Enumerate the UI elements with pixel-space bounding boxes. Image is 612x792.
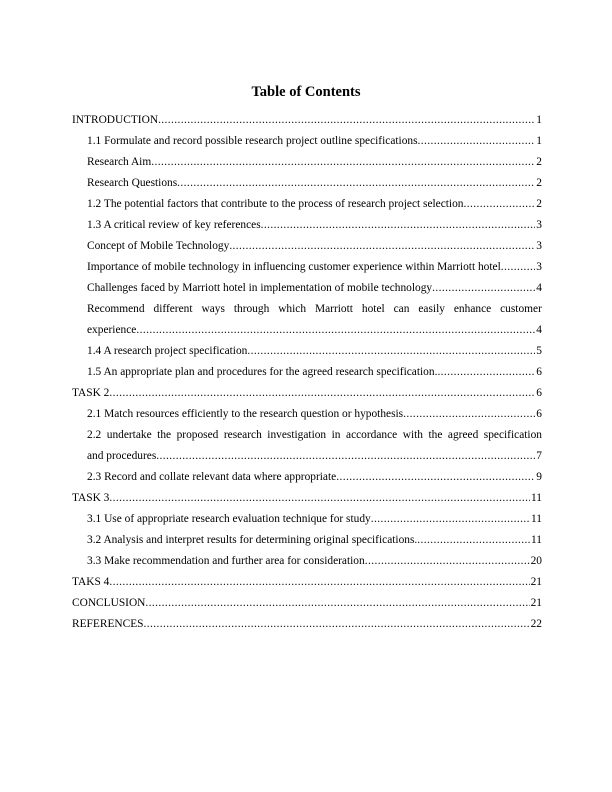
toc-entry-label: REFERENCES <box>72 618 144 630</box>
toc-entry-page: 22 <box>530 618 542 630</box>
toc-entry-page: 2 <box>536 177 542 189</box>
toc-entry-page: 9 <box>536 471 542 483</box>
toc-entry-label: Importance of mobile technology in influencing customer experience within Marriott hotel <box>87 261 501 273</box>
toc-entry-page: 1 <box>536 135 542 147</box>
toc-entry-1-1[interactable] <box>72 131 542 152</box>
toc-entry-challenges[interactable] <box>72 278 542 299</box>
toc-entry-3-3[interactable] <box>72 551 542 572</box>
toc-entry-label: 1.4 A research project specification <box>87 345 248 357</box>
toc-entry-2-2[interactable] <box>72 425 542 467</box>
toc-entry-label: CONCLUSION <box>72 597 146 609</box>
toc-entry-page: 20 <box>530 555 542 567</box>
toc-entry-references[interactable] <box>72 614 542 635</box>
toc-entry-task-2[interactable] <box>72 383 542 404</box>
toc-entry-page: 21 <box>530 576 542 588</box>
toc-entry-page: 11 <box>531 492 542 504</box>
toc-entry-label-line1: 2.2 undertake the proposed research investigation in accordance with the agreed specification <box>87 429 542 441</box>
toc-entry-label-line2: and procedures <box>87 450 157 462</box>
toc-entry-research-aim[interactable] <box>72 152 542 173</box>
toc-entry-2-1[interactable] <box>72 404 542 425</box>
toc-entry-label: Research Aim <box>87 156 152 168</box>
toc-entry-research-questions[interactable] <box>72 173 542 194</box>
toc-entry-page: 4 <box>536 324 542 336</box>
toc-entry-3-1[interactable] <box>72 509 542 530</box>
toc-entry-conclusion[interactable] <box>72 593 542 614</box>
toc-entry-page: 4 <box>536 282 542 294</box>
toc-entry-label: Research Questions <box>87 177 178 189</box>
toc-entry-page: 2 <box>536 156 542 168</box>
toc-entry-page: 2 <box>536 198 542 210</box>
toc-entry-1-2[interactable] <box>72 194 542 215</box>
toc-entry-label: TASK 3 <box>72 492 110 504</box>
toc-entry-taks-4[interactable] <box>72 572 542 593</box>
toc-entry-page: 21 <box>530 597 542 609</box>
toc-entry-page: 3 <box>536 219 542 231</box>
toc-entry-page: 1 <box>536 114 542 126</box>
toc-entry-label: TAKS 4 <box>72 576 110 588</box>
toc-entry-3-2[interactable] <box>72 530 542 551</box>
toc-entry-recommend[interactable] <box>72 299 542 341</box>
toc-entry-1-4[interactable] <box>72 341 542 362</box>
toc-entry-page: 11 <box>531 513 542 525</box>
toc-entry-page: 7 <box>536 450 542 462</box>
table-of-contents <box>72 110 542 635</box>
toc-entry-task-3[interactable] <box>72 488 542 509</box>
toc-entry-importance-mobile-technology[interactable] <box>72 257 542 278</box>
toc-entry-label: 1.2 The potential factors that contribute to the process of research project selection <box>87 198 464 210</box>
toc-entry-label: TASK 2 <box>72 387 110 399</box>
toc-entry-label: 3.3 Make recommendation and further area for consideration <box>87 555 365 567</box>
toc-entry-1-3[interactable] <box>72 215 542 236</box>
toc-entry-page: 11 <box>531 534 542 546</box>
toc-entry-label: 2.1 Match resources efficiently to the research question or hypothesis <box>87 408 404 420</box>
toc-entry-label-line1: Recommend different ways through which Marriott hotel can easily enhance customer <box>87 303 542 315</box>
toc-entry-page: 6 <box>536 408 542 420</box>
toc-entry-label: INTRODUCTION <box>72 114 159 126</box>
toc-entry-page: 3 <box>536 240 542 252</box>
toc-entry-concept-mobile-technology[interactable] <box>72 236 542 257</box>
toc-entry-page: 3 <box>536 261 542 273</box>
toc-entry-label: 1.1 Formulate and record possible research project outline specifications <box>87 135 418 147</box>
toc-entry-label: 3.1 Use of appropriate research evaluation technique for study <box>87 513 371 525</box>
toc-entry-page: 6 <box>536 366 542 378</box>
toc-entry-label-line2: experience <box>87 324 137 336</box>
toc-entry-label: 2.3 Record and collate relevant data where appropriate <box>87 471 337 483</box>
toc-entry-2-3[interactable] <box>72 467 542 488</box>
toc-entry-1-5[interactable] <box>72 362 542 383</box>
toc-entry-page: 6 <box>536 387 542 399</box>
toc-title: Table of Contents <box>251 84 361 100</box>
toc-entry-introduction[interactable] <box>72 110 542 131</box>
toc-entry-label: 1.5 An appropriate plan and procedures for the agreed research specification. <box>87 366 438 378</box>
toc-entry-label: 1.3 A critical review of key references <box>87 219 261 231</box>
toc-entry-label: 3.2 Analysis and interpret results for determining original specifications. <box>87 534 418 546</box>
toc-entry-label: Concept of Mobile Technology <box>87 240 230 252</box>
toc-entry-label: Challenges faced by Marriott hotel in implementation of mobile technology <box>87 282 433 294</box>
toc-entry-page: 5 <box>536 345 542 357</box>
